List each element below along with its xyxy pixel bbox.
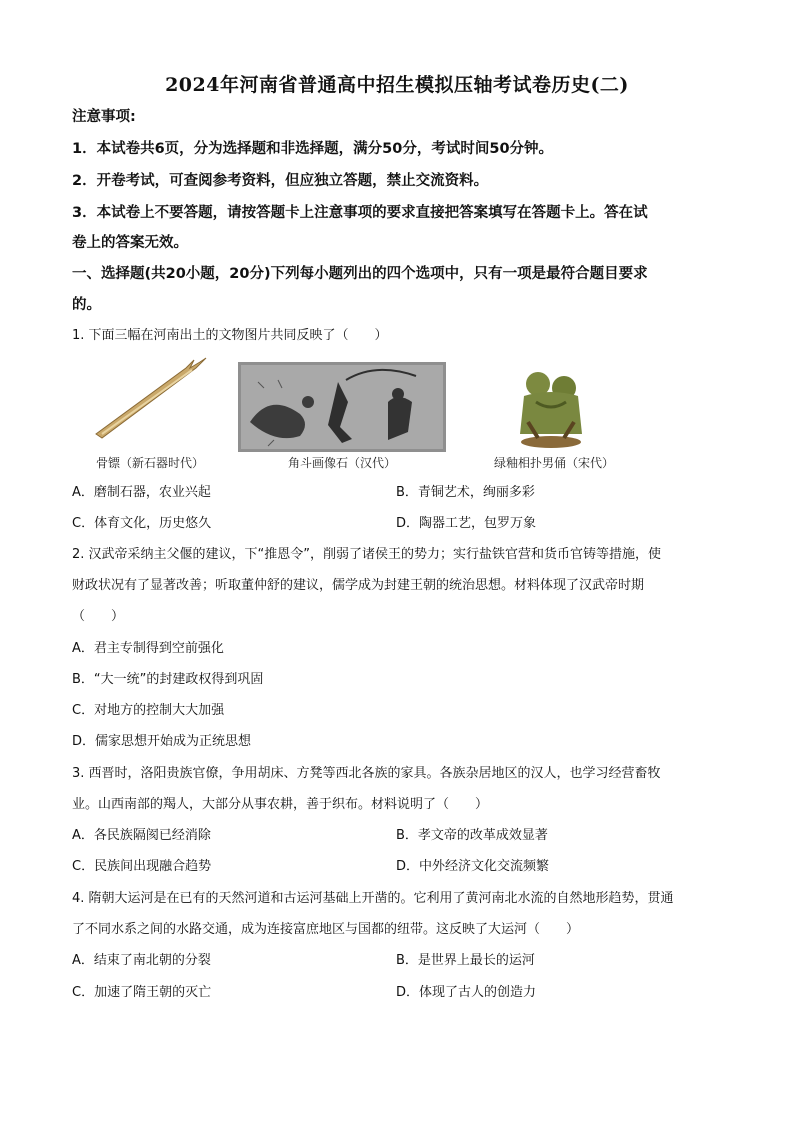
question-2-line-1: 2. 汉武帝采纳主父偃的建议，下“推恩令”，削弱了诸侯王的势力；实行盐铁官营和货币官铸等措施，使 bbox=[72, 547, 662, 562]
q4-option-a: A．结束了南北朝的分裂 bbox=[72, 953, 211, 968]
q3-option-c: C．民族间出现融合趋势 bbox=[72, 859, 212, 874]
caption-bone-harpoon: 骨镖（新石器时代） bbox=[95, 456, 204, 470]
q3-option-d: D．中外经济文化交流频繁 bbox=[396, 859, 550, 874]
notice-item-1: 1．本试卷共6页，分为选择题和非选择题，满分50分，考试时间50分钟。 bbox=[72, 141, 554, 157]
q2-option-c: C．对地方的控制大大加强 bbox=[72, 703, 225, 718]
section-heading-line-2: 的。 bbox=[72, 297, 101, 313]
notice-item-3-line-2: 卷上的答案无效。 bbox=[72, 235, 188, 251]
question-2-line-3: （ ） bbox=[72, 609, 125, 624]
q4-option-c: C．加速了隋王朝的灭亡 bbox=[72, 985, 212, 1000]
q2-option-a: A．君主专制得到空前强化 bbox=[72, 641, 224, 656]
bone-harpoon-image bbox=[88, 354, 212, 444]
q1-option-b: B．青铜艺术，绚丽多彩 bbox=[396, 485, 535, 500]
q3-option-a: A．各民族隔阂已经消除 bbox=[72, 828, 211, 843]
q4-option-d: D．体现了古人的创造力 bbox=[396, 985, 537, 1000]
question-4-line-1: 4. 隋朝大运河是在已有的天然河道和古运河基础上开凿的。它利用了黄河南北水流的自然地形趋势，贯通 bbox=[72, 891, 674, 906]
question-1-stem: 1. 下面三幅在河南出土的文物图片共同反映了（ ） bbox=[72, 328, 388, 343]
question-3-line-2: 业。山西南部的羯人，大部分从事农耕，善于织布。材料说明了（ ） bbox=[72, 797, 489, 812]
q2-option-d: D．儒家思想开始成为正统思想 bbox=[72, 734, 252, 749]
q3-option-b: B．孝文帝的改革成效显著 bbox=[396, 828, 548, 843]
q2-option-b: B．“大一统”的封建政权得到巩固 bbox=[72, 672, 264, 687]
q1-option-d: D．陶器工艺，包罗万象 bbox=[396, 516, 537, 531]
page-title: 2024年河南省普通高中招生模拟压轴考试卷历史(二) bbox=[165, 74, 629, 96]
notice-item-2: 2．开卷考试，可查阅参考资料，但应独立答题，禁止交流资料。 bbox=[72, 173, 489, 189]
question-3-line-1: 3. 西晋时，洛阳贵族官僚，争用胡床、方凳等西北各族的家具。各族杂居地区的汉人，也学习经营畜牧 bbox=[72, 766, 661, 781]
caption-stone-relief: 角斗画像石（汉代） bbox=[287, 456, 396, 470]
wrestler-figurine-image bbox=[506, 362, 596, 452]
caption-figurine: 绿釉相扑男俑（宋代） bbox=[493, 456, 614, 470]
stone-relief-image bbox=[238, 362, 446, 452]
notice-item-3-line-1: 3．本试卷上不要答题，请按答题卡上注意事项的要求直接把答案填写在答题卡上。答在试 bbox=[72, 205, 648, 221]
q4-option-b: B．是世界上最长的运河 bbox=[396, 953, 535, 968]
question-4-line-2: 了不同水系之间的水路交通，成为连接富庶地区与国都的纽带。这反映了大运河（ ） bbox=[72, 922, 580, 937]
q1-option-c: C．体育文化，历史悠久 bbox=[72, 516, 212, 531]
question-2-line-2: 财政状况有了显著改善；听取董仲舒的建议，儒学成为封建王朝的统治思想。材料体现了汉武帝时期 bbox=[72, 578, 645, 593]
notice-heading: 注意事项: bbox=[72, 109, 136, 125]
section-heading-line-1: 一、选择题(共20小题，20分)下列每小题列出的四个选项中，只有一项是最符合题目要求 bbox=[72, 266, 648, 282]
q1-option-a: A．磨制石器，农业兴起 bbox=[72, 485, 211, 500]
